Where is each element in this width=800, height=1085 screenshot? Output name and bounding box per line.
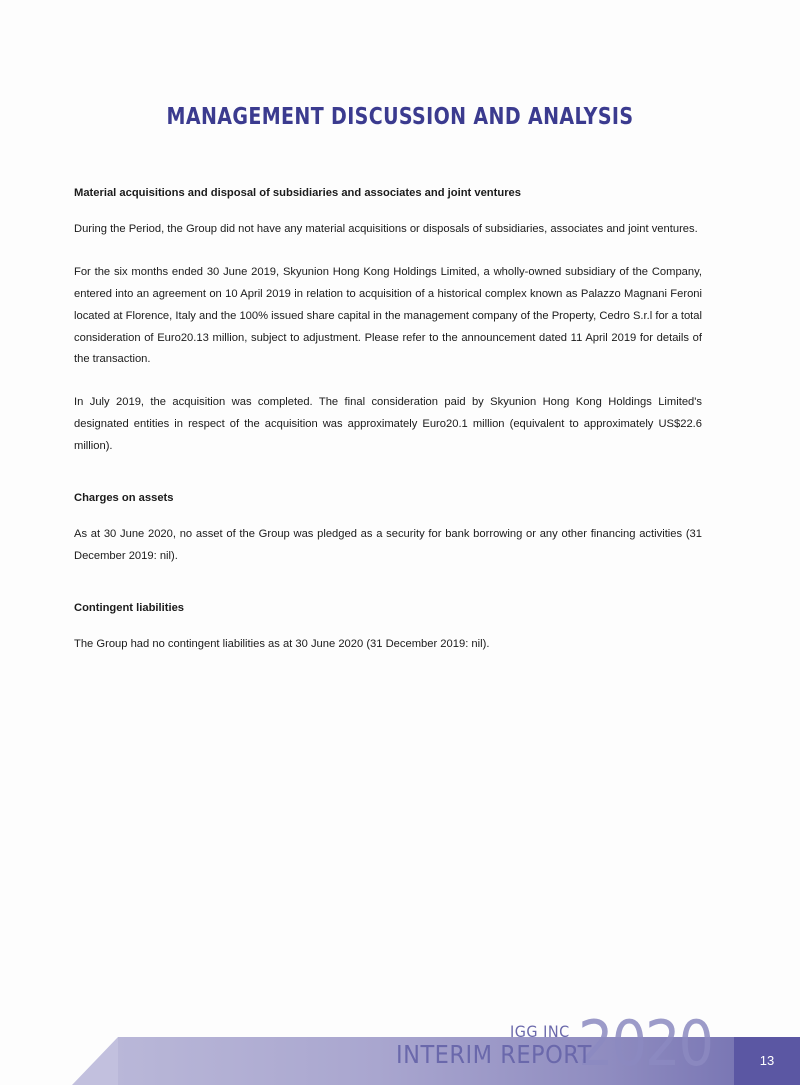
- document-body: [74, 185, 702, 656]
- page-footer: [0, 1007, 800, 1085]
- section-paragraph: For the six months ended 30 June 2019, Skyunion Hong Kong Holdings Limited, a wholly-owned subsidiary of the Company, entered into an agreement on 10 April 2019 in relation to acquisition of a historical complex known as Palazzo Magnani Feroni located at Florence, Italy and the 100% issued share capital in the management company of the Property, Cedro S.r.l for a total consideration of Euro20.13 million, subject to adjustment. Please refer to the announcement dated 11 April 2019 for details of the transaction.: [74, 266, 702, 366]
- section-charges-on-assets: [74, 490, 702, 568]
- section-heading: Contingent liabilities: [74, 601, 185, 614]
- footer-year: 2020: [578, 1007, 712, 1080]
- footer-company-name: IGG INC: [510, 1022, 570, 1041]
- section-contingent-liabilities: [74, 600, 702, 656]
- page-number: 13: [759, 1053, 775, 1068]
- section-material-acquisitions: [74, 185, 702, 458]
- section-heading: Material acquisitions and disposal of subsidiaries and associates and joint ventures: [74, 187, 522, 199]
- section-paragraph: The Group had no contingent liabilities as at 30 June 2020 (31 December 2019: nil).: [74, 637, 490, 650]
- section-paragraph: During the Period, the Group did not have any material acquisitions or disposals of subsidiaries, associates and joint ventures.: [74, 223, 698, 236]
- section-paragraph: As at 30 June 2020, no asset of the Group was pledged as a security for bank borrowing or any other financing activities (31 December 2019: nil).: [74, 528, 702, 562]
- section-paragraph: In July 2019, the acquisition was completed. The final consideration paid by Skyunion Hong Kong Holdings Limited's designated entities in respect of the acquisition was approximately Euro20.1 million (equivalent to approximately US$22.6 million).: [74, 396, 702, 452]
- page-title: MANAGEMENT DISCUSSION AND ANALYSIS: [166, 104, 634, 130]
- footer-report-label: INTERIM REPORT: [396, 1040, 592, 1069]
- section-heading: Charges on assets: [74, 491, 174, 504]
